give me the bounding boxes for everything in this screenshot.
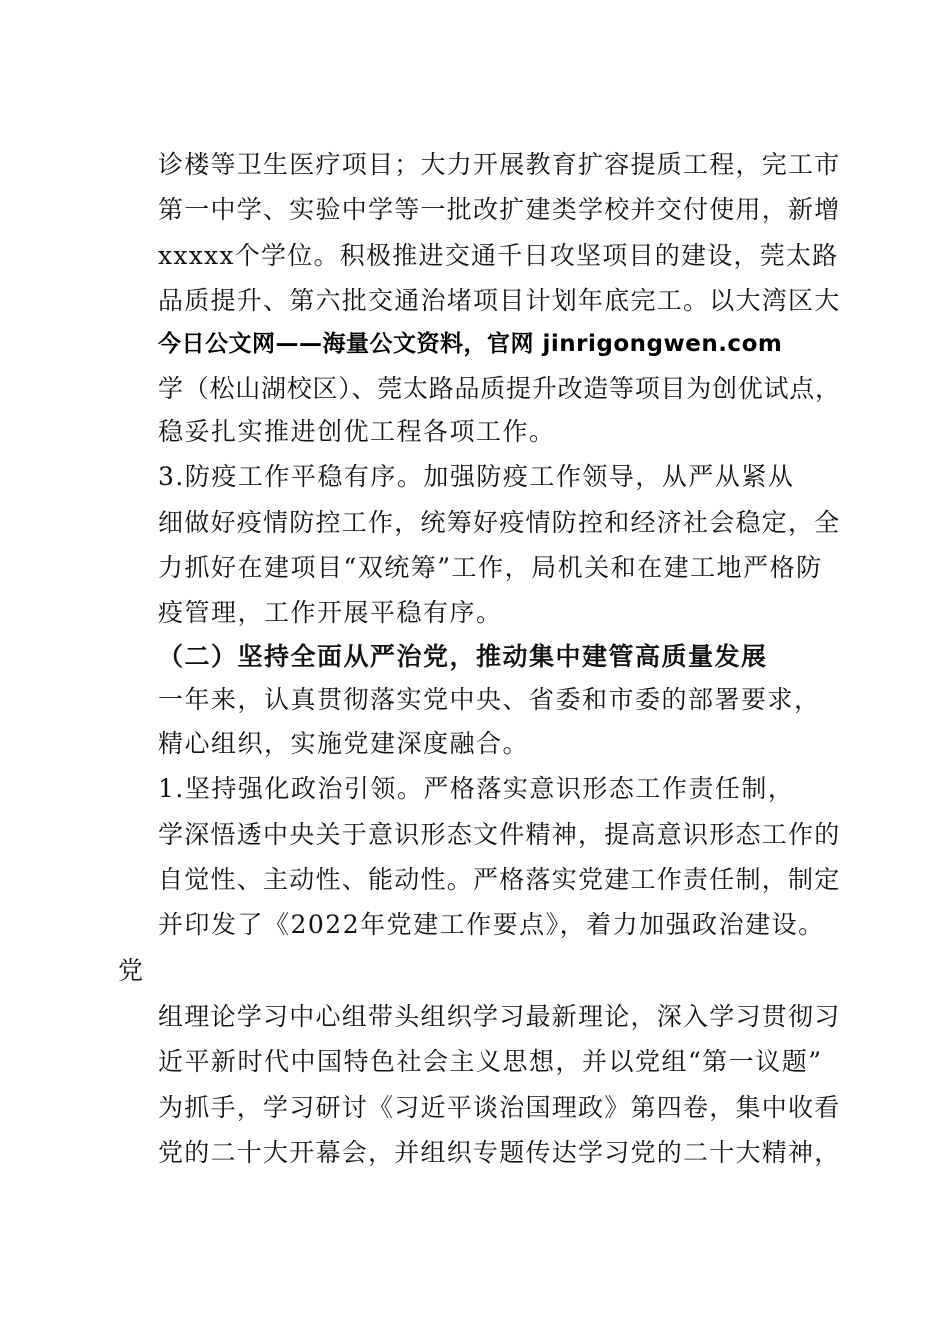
paragraph-line: 并印发了《2022年党建工作要点》，着力加强政治建设。 bbox=[158, 910, 825, 939]
paragraph-line: 学深悟透中央关于意识形态文件精神，提高意识形态工作的 bbox=[158, 820, 841, 849]
paragraph-line: 品质提升、第六批交通治堵项目计划年底完工。以大湾区大 bbox=[158, 286, 841, 315]
paragraph-line: 第一中学、实验中学等一批改扩建类学校并交付使用，新增 bbox=[158, 195, 841, 224]
paragraph-line: 诊楼等卫生医疗项目；大力开展教育扩容提质工程，完工市 bbox=[158, 150, 841, 179]
watermark-banner: 今日公文网——海量公文资料，官网 jinrigongwen.com bbox=[158, 331, 783, 357]
paragraph-line: 1.坚持强化政治引领。严格落实意识形态工作责任制， bbox=[158, 774, 795, 803]
paragraph-line: 力抓好在建项目“双统筹”工作，局机关和在建工地严格防 bbox=[158, 553, 823, 582]
paragraph-line: 党 bbox=[118, 956, 145, 985]
paragraph-line: 稳妥扎实推进创优工程各项工作。 bbox=[158, 417, 556, 446]
paragraph-line: 细做好疫情防控工作，统筹好疫情防控和经济社会稳定，全 bbox=[158, 508, 841, 537]
paragraph-line: 一年来，认真贯彻落实党中央、省委和市委的部署要求， bbox=[158, 685, 821, 714]
paragraph-line: 学（松山湖校区）、莞太路品质提升改造等项目为创优试点， bbox=[158, 374, 841, 403]
paragraph-line: 为抓手，学习研讨《习近平谈治国理政》第四卷，集中收看 bbox=[158, 1093, 841, 1122]
paragraph-line: 党的二十大开幕会，并组织专题传达学习党的二十大精神， bbox=[158, 1138, 841, 1167]
paragraph-line: xxxxx个学位。积极推进交通千日攻坚项目的建设，莞太路 bbox=[158, 241, 839, 270]
paragraph-line: 近平新时代中国特色社会主义思想，并以党组“第一议题” bbox=[158, 1047, 823, 1076]
paragraph-line: 疫管理，工作开展平稳有序。 bbox=[158, 598, 503, 627]
section-heading: （二）坚持全面从严治党，推动集中建管高质量发展 bbox=[158, 642, 768, 671]
paragraph-line: 自觉性、主动性、能动性。严格落实党建工作责任制，制定 bbox=[158, 865, 841, 894]
paragraph-line: 精心组织，实施党建深度融合。 bbox=[158, 729, 530, 758]
paragraph-line: 组理论学习中心组带头组织学习最新理论，深入学习贯彻习 bbox=[158, 1002, 841, 1031]
paragraph-line: 3.防疫工作平稳有序。加强防疫工作领导，从严从紧从 bbox=[158, 462, 795, 491]
